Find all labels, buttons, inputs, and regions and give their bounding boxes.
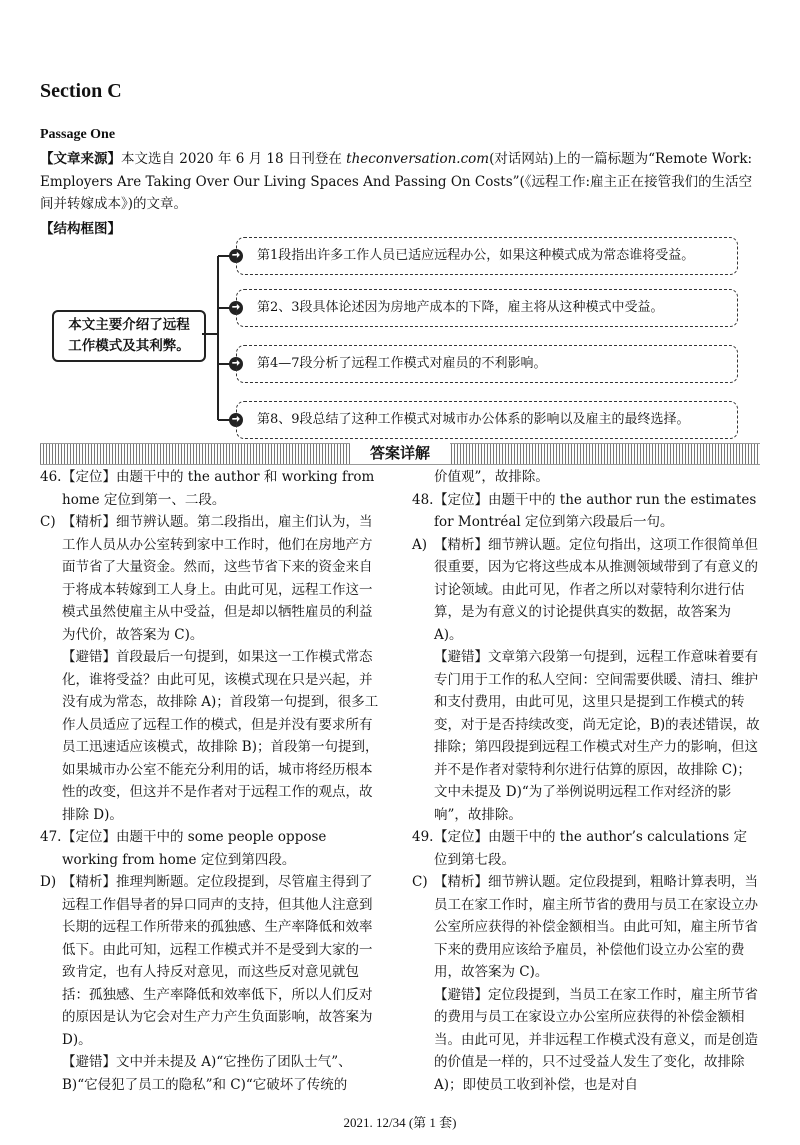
structure-item: 第8、9段总结了这种工作模式对城市办公体系的影响以及雇主的最终选择。 [236, 401, 738, 439]
answer-number: C) [412, 874, 428, 890]
answer-paragraph [412, 871, 760, 984]
answer-text: 【定位】由题干中的 the author run the estimates for Montréal 定位到第六段最后一句。 [434, 491, 757, 530]
answers-title: 答案详解 [350, 442, 450, 464]
answer-text: 【精析】细节辨认题。定位句指出，这项工作很简单但很重要，因为它将这些成本从推测领域带到了有意义的讨论领域。由此可见，作者之所以对蒙特利尔进行估算，是为有意义的讨论提供真实的数据，故答案为 A)。 [434, 536, 758, 643]
page-number: 2021. 12/34 (第 1 套) [343, 1115, 457, 1130]
answer-number: 47. [40, 829, 62, 845]
answer-paragraph [40, 871, 380, 1051]
answer-paragraph [412, 489, 760, 534]
answer-paragraph [40, 466, 380, 511]
structure-main-line1: 本文主要介绍了远程 [68, 317, 190, 333]
answer-text: 【避错】文中并未提及 A)“它挫伤了团队士气”、B)“它侵犯了员工的隐私”和 C)“它破坏了传统的 [62, 1054, 352, 1093]
answer-text: 【定位】由题干中的 the author 和 working from home 定位到第一、二段。 [62, 469, 375, 508]
answer-paragraph [412, 826, 760, 871]
arrow-circle-icon: ➜ [229, 357, 243, 371]
left-column [40, 466, 380, 1096]
answer-text: 【定位】由题干中的 the author’s calculations 定位到第七段。 [434, 829, 747, 868]
answer-paragraph [412, 646, 760, 826]
answer-number: C) [40, 514, 56, 530]
structure-label: 【结构框图】 [40, 221, 121, 237]
answer-text: 【避错】首段最后一句提到，如果这一工作模式常态化，谁将受益？由此可见，该模式现在只是兴起，并没有成为常态，故排除 A)；首段第一句提到，很多工作人员适应了远程工作的模式，但是并没有要求所有员工迅速适应该模式，故排除 B)；首段第一句提到，如果城市办公室不能充分利用的话，城市将经历根本性的改变，但这并不是作者对于远程工作的观点，故排除 D)。 [62, 649, 379, 823]
source-label: 【文章来源】 [40, 151, 121, 167]
answer-paragraph [412, 466, 760, 489]
source-text-2: (对话网站)上的一篇标题为“Remote Work: Employers Are Taking Over Our Living Spaces And Passing On Costs”(《远程工作:雇主正在接管我们的生活空间并转嫁成本》)的文章。 [40, 151, 753, 212]
answer-paragraph [40, 1051, 380, 1096]
answer-text: 【避错】文章第六段第一句提到，远程工作意味着要有专门用于工作的私人空间：空间需要供暖、清扫、维护和支付费用，由此可见，这里只是提到工作模式的转变，对于是否持续改变，尚无定论，B)的表述错误，故排除；第四段提到远程工作模式对生产力的影响，但这并不是作者对蒙特利尔进行估算的原因，故排除 C)；文中未提及 D)“为了举例说明远程工作对经济的影响”，故排除。 [434, 649, 760, 823]
answer-number: A) [412, 536, 428, 553]
source-text-1: 本文选自 2020 年 6 月 18 日刊登在 [121, 151, 347, 167]
structure-item: 第4—7段分析了远程工作模式对雇员的不利影响。 [236, 345, 738, 383]
structure-main-line2: 工作模式及其利弊。 [68, 338, 190, 354]
answer-number: 49. [412, 829, 434, 845]
answer-number: 48. [412, 491, 434, 508]
answer-text: 【避错】定位段提到，当员工在家工作时，雇主所节省的费用与员工在家设立办公室所应获得的补偿金额相当。由此可见，并非远程工作模式没有意义，而是创造的价值是一样的，只不过受益人发生了变化，故排除 A)；即使员工收到补偿，也是对自 [434, 986, 758, 1093]
source-site: theconversation.com [346, 151, 490, 167]
answer-number: 46. [40, 469, 62, 485]
answer-paragraph [40, 511, 380, 646]
answer-text: 【定位】由题干中的 some people oppose working from home 定位到第四段。 [62, 829, 327, 868]
answer-number: D) [40, 874, 57, 890]
section-title: Section C [40, 80, 122, 102]
structure-item: 第2、3段具体论述因为房地产成本的下降，雇主将从这种模式中受益。 [236, 289, 738, 327]
answer-paragraph [412, 984, 760, 1097]
answer-text: 【精析】细节辨认题。第二段指出，雇主们认为，当工作人员从办公室转到家中工作时，他们在房地产方面节省了大量资金。然而，这些节省下来的资金来自于将成本转嫁到工人身上。由此可见，远程工作这一模式虽然使雇主从中受益，但是却以牺牲雇员的利益为代价，故答案为 C)。 [62, 514, 373, 643]
right-column [412, 466, 760, 1096]
answer-text: 【精析】推理判断题。定位段提到，尽管雇主得到了远程工作倡导者的异口同声的支持，但其他人注意到长期的远程工作所带来的孤独感、生产率降低和效率低下。由此可知，远程工作模式并不是受到大家的一致肯定，也有人持反对意见，而这些反对意见就包括：孤独感、生产率降低和效率低下，所以人们反对的原因是认为它会对生产力产生负面影响，故答案为 D)。 [62, 874, 373, 1048]
arrow-circle-icon: ➜ [229, 249, 243, 263]
answer-text: 价值观”，故排除。 [434, 469, 549, 485]
answer-text: 【精析】细节辨认题。定位段提到，粗略计算表明，当员工在家工作时，雇主所节省的费用与员工在家设立办公室所应获得的补偿金额相当。由此可知，雇主所节省下来的费用应该给予雇员，补偿他们设立办公室的费用，故答案为 C)。 [434, 874, 758, 980]
structure-item: 第1段指出许多工作人员已适应远程办公，如果这种模式成为常态谁将受益。 [236, 237, 738, 275]
answer-paragraph [40, 646, 380, 826]
passage-title: Passage One [40, 127, 116, 142]
answer-paragraph [40, 826, 380, 871]
arrow-circle-icon: ➜ [229, 413, 243, 427]
answer-paragraph [412, 534, 760, 647]
structure-main-box [52, 310, 206, 362]
arrow-circle-icon: ➜ [229, 301, 243, 315]
